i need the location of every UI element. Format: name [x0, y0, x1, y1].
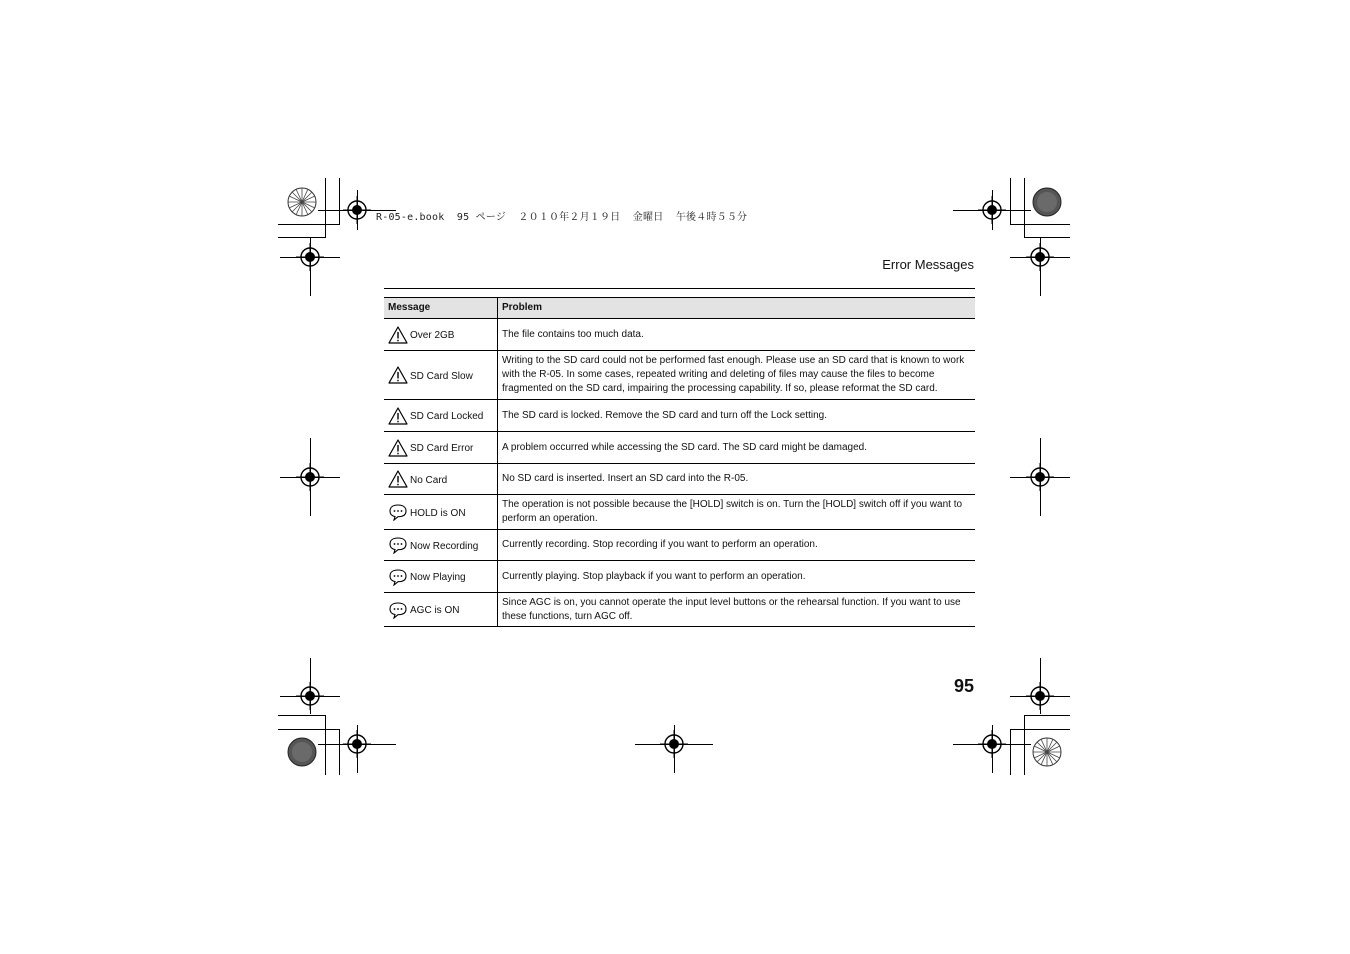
speech-bubble-icon	[388, 536, 408, 554]
problem-text: The file contains too much data.	[498, 319, 976, 351]
problem-text: No SD card is inserted. Insert an SD card into the R-05.	[498, 464, 976, 495]
gray-dot-mark-icon	[1032, 187, 1062, 217]
gray-dot-mark-icon	[287, 737, 317, 767]
starburst-mark-icon	[287, 187, 317, 217]
warning-icon	[388, 326, 408, 344]
registration-mark-icon	[660, 730, 688, 758]
registration-mark-icon	[978, 730, 1006, 758]
table-row	[384, 432, 975, 464]
table-row	[384, 400, 975, 432]
problem-text: Currently recording. Stop recording if you want to perform an operation.	[498, 530, 976, 561]
warning-icon	[388, 366, 408, 384]
warning-icon	[388, 439, 408, 457]
starburst-mark-icon	[1032, 737, 1062, 767]
print-slug: R-05-e.book 95 ページ ２０１０年２月１９日 金曜日 午後４時５５分	[376, 212, 748, 223]
registration-mark-icon	[296, 243, 324, 271]
message-label: AGC is ON	[410, 605, 460, 616]
message-label: SD Card Slow	[410, 370, 473, 382]
registration-mark-icon	[1026, 463, 1054, 491]
message-label: SD Card Locked	[410, 411, 484, 422]
section-title: Error Messages	[882, 257, 974, 272]
registration-mark-icon	[296, 682, 324, 710]
page-number: 95	[953, 676, 974, 696]
table-row	[384, 561, 975, 593]
message-label: Now Playing	[410, 572, 466, 583]
message-label: Over 2GB	[410, 330, 455, 341]
problem-text: Writing to the SD card could not be performed fast enough. Please use an SD card that is known to work with the R-05. In some cases, repeated writing and deleting of files may cause the files to become fragmented on the SD card, impairing the processing capability. If so, please reformat the SD card.	[498, 351, 976, 400]
registration-mark-icon	[343, 730, 371, 758]
problem-text: Currently playing. Stop playback if you want to perform an operation.	[498, 561, 976, 593]
speech-bubble-icon	[388, 503, 408, 521]
problem-text: A problem occurred while accessing the SD card. The SD card might be damaged.	[498, 432, 976, 464]
table-header-row	[384, 298, 975, 319]
registration-mark-icon	[1026, 243, 1054, 271]
error-messages-table	[384, 297, 975, 627]
table-row	[384, 319, 975, 351]
message-label: HOLD is ON	[410, 507, 466, 519]
column-header-message: Message	[384, 298, 498, 319]
column-header-problem: Problem	[498, 298, 976, 319]
message-label: Now Recording	[410, 540, 479, 552]
title-rule	[384, 288, 975, 289]
table-row	[384, 464, 975, 495]
warning-icon	[388, 470, 408, 488]
table-row	[384, 351, 975, 400]
problem-text: The operation is not possible because the [HOLD] switch is on. Turn the [HOLD] switch off if you want to perform an operation.	[498, 495, 976, 530]
speech-bubble-icon	[388, 568, 408, 586]
message-label: SD Card Error	[410, 443, 474, 454]
problem-text: The SD card is locked. Remove the SD card and turn off the Lock setting.	[498, 400, 976, 432]
speech-bubble-icon	[388, 601, 408, 619]
table-row	[384, 593, 975, 627]
problem-text: Since AGC is on, you cannot operate the input level buttons or the rehearsal function. If you want to use these functions, turn AGC off.	[498, 593, 976, 627]
table-row	[384, 530, 975, 561]
registration-mark-icon	[978, 196, 1006, 224]
registration-mark-icon	[1026, 682, 1054, 710]
registration-mark-icon	[296, 463, 324, 491]
registration-mark-icon	[343, 196, 371, 224]
message-label: No Card	[410, 474, 448, 486]
table-row	[384, 495, 975, 530]
warning-icon	[388, 407, 408, 425]
